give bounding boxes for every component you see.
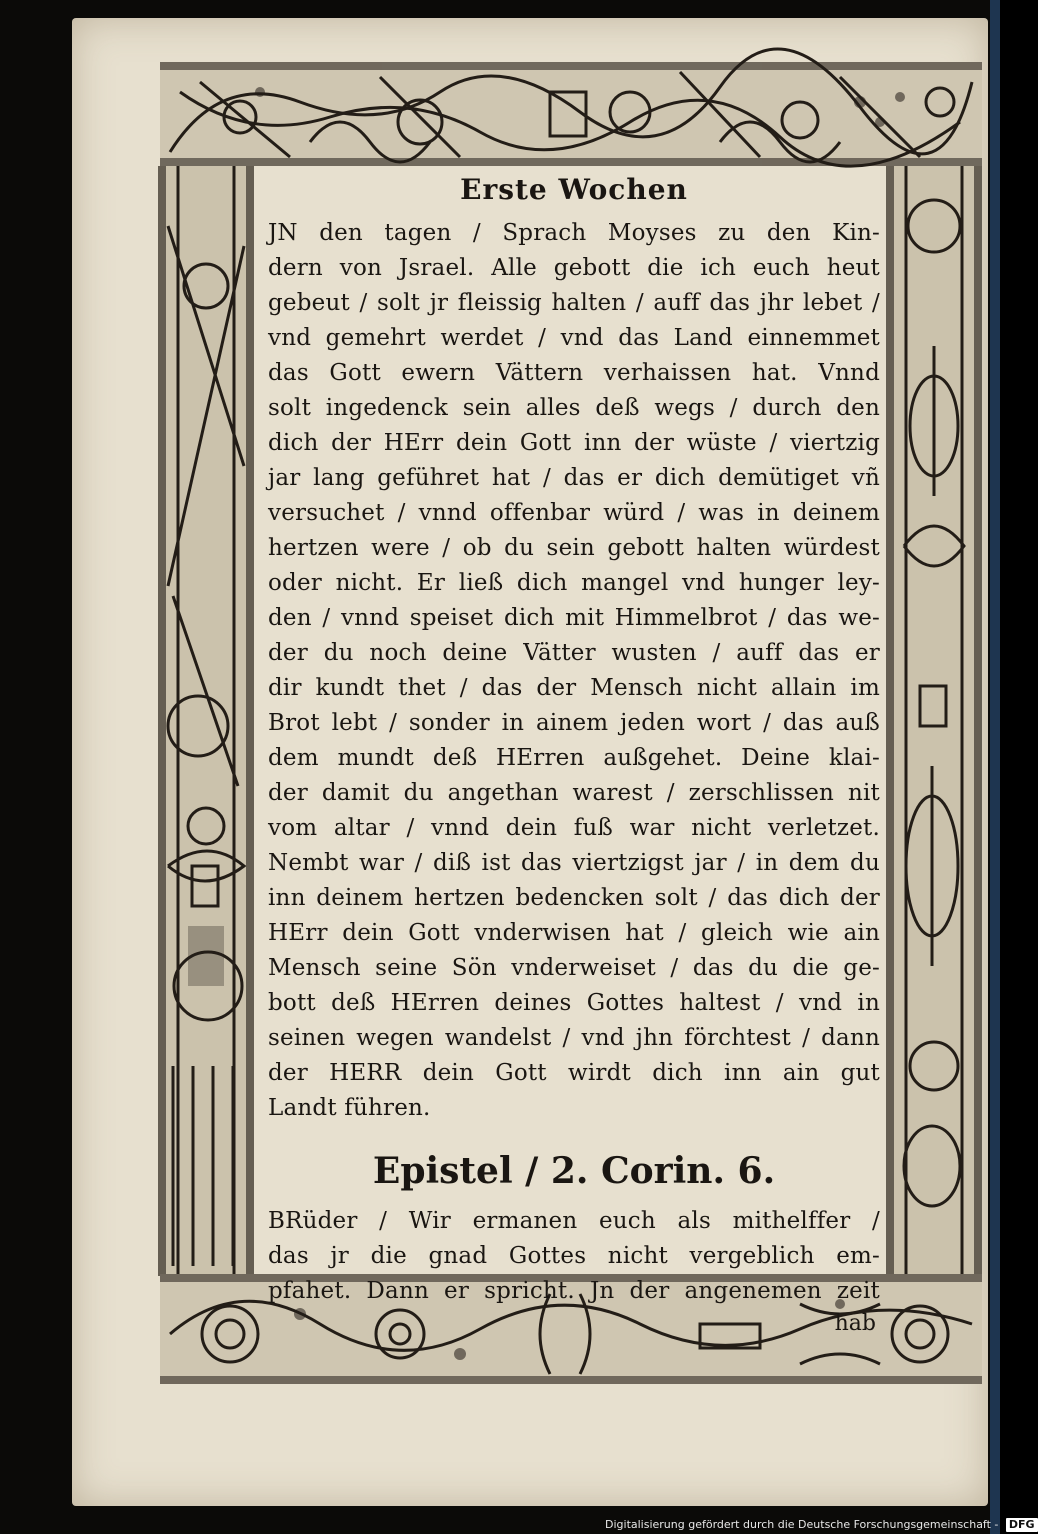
text-line: Nembt war / diß ist das viertzigst jar / in dem du: [268, 850, 880, 876]
text-line: dich der HErr dein Gott inn der wüste / viertzig: [268, 430, 880, 456]
text-line: Brot lebt / sonder in ainem jeden wort / das auß: [268, 710, 880, 736]
text-line: JN den tagen / Sprach Moyses zu den Kin-: [268, 220, 880, 246]
text-line: inn deinem hertzen bedencken solt / das dich der: [268, 885, 880, 911]
text-line: vom altar / vnnd dein fuß war nicht verletzet.: [268, 815, 880, 841]
section-heading: Epistel / 2. Corin. 6.: [372, 1150, 776, 1192]
text-line: gebeut / solt jr fleissig halten / auff das jhr lebet /: [268, 290, 880, 316]
woodcut-border-top: [160, 62, 982, 166]
catchword: hab: [834, 1311, 876, 1336]
text-line: das Gott ewern Vättern verhaissen hat. Vnnd: [268, 360, 880, 386]
text-line: HErr dein Gott vnderwisen hat / gleich wie ain: [268, 920, 880, 946]
text-line: BRüder / Wir ermanen euch als mithelffer /: [268, 1208, 880, 1234]
text-line: vnd gemehrt werdet / vnd das Land einnemmet: [268, 325, 880, 351]
text-line: dern von Jsrael. Alle gebott die ich euch heut: [268, 255, 880, 281]
body-text: [268, 216, 880, 1126]
text-line: Mensch seine Sön vnderweiset / das du die ge-: [268, 955, 880, 981]
woodcut-border-right: [886, 166, 982, 1276]
text-line: pfahet. Dann er spricht. Jn der angenemen zeit: [268, 1278, 880, 1304]
text-line: bott deß HErren deines Gottes haltest / vnd in: [268, 990, 880, 1016]
text-line: das jr die gnad Gottes nicht vergeblich em-: [268, 1243, 880, 1269]
text-line: solt ingedenck sein alles deß wegs / durch den: [268, 395, 880, 421]
body-text-2: [268, 1204, 880, 1309]
text-line: der du noch deine Vätter wusten / auff das er: [268, 640, 880, 666]
text-line: hertzen were / ob du sein gebott halten würdest: [268, 535, 880, 561]
text-line: versuchet / vnnd offenbar würd / was in deinem: [268, 500, 880, 526]
text-line: Landt führen.: [268, 1095, 431, 1121]
text-line: dem mundt deß HErren außgehet. Deine klai-: [268, 745, 880, 771]
text-line: den / vnnd speiset dich mit Himmelbrot / das we-: [268, 605, 880, 631]
text-line: jar lang geführet hat / das er dich demütiget vñ: [268, 465, 880, 491]
dfg-logo: DFG: [1006, 1518, 1038, 1532]
text-line: der HERR dein Gott wirdt dich inn ain gut: [268, 1060, 880, 1086]
page-heading: Erste Wochen: [460, 173, 688, 206]
footer-text: Digitalisierung gefördert durch die Deutsche Forschungsgemeinschaft -: [605, 1518, 999, 1531]
text-line: seinen wegen wandelst / vnd jhn förchtest / dann: [268, 1025, 880, 1051]
text-block: [268, 168, 880, 1336]
text-line: oder nicht. Er ließ dich mangel vnd hunger ley-: [268, 570, 880, 596]
text-line: dir kundt thet / das der Mensch nicht allain im: [268, 675, 880, 701]
digitization-footer: [605, 1516, 1035, 1534]
woodcut-border-left: [158, 166, 254, 1276]
scan-edge-strip: [990, 0, 1000, 1534]
text-line: der damit du angethan warest / zerschlissen nit: [268, 780, 880, 806]
